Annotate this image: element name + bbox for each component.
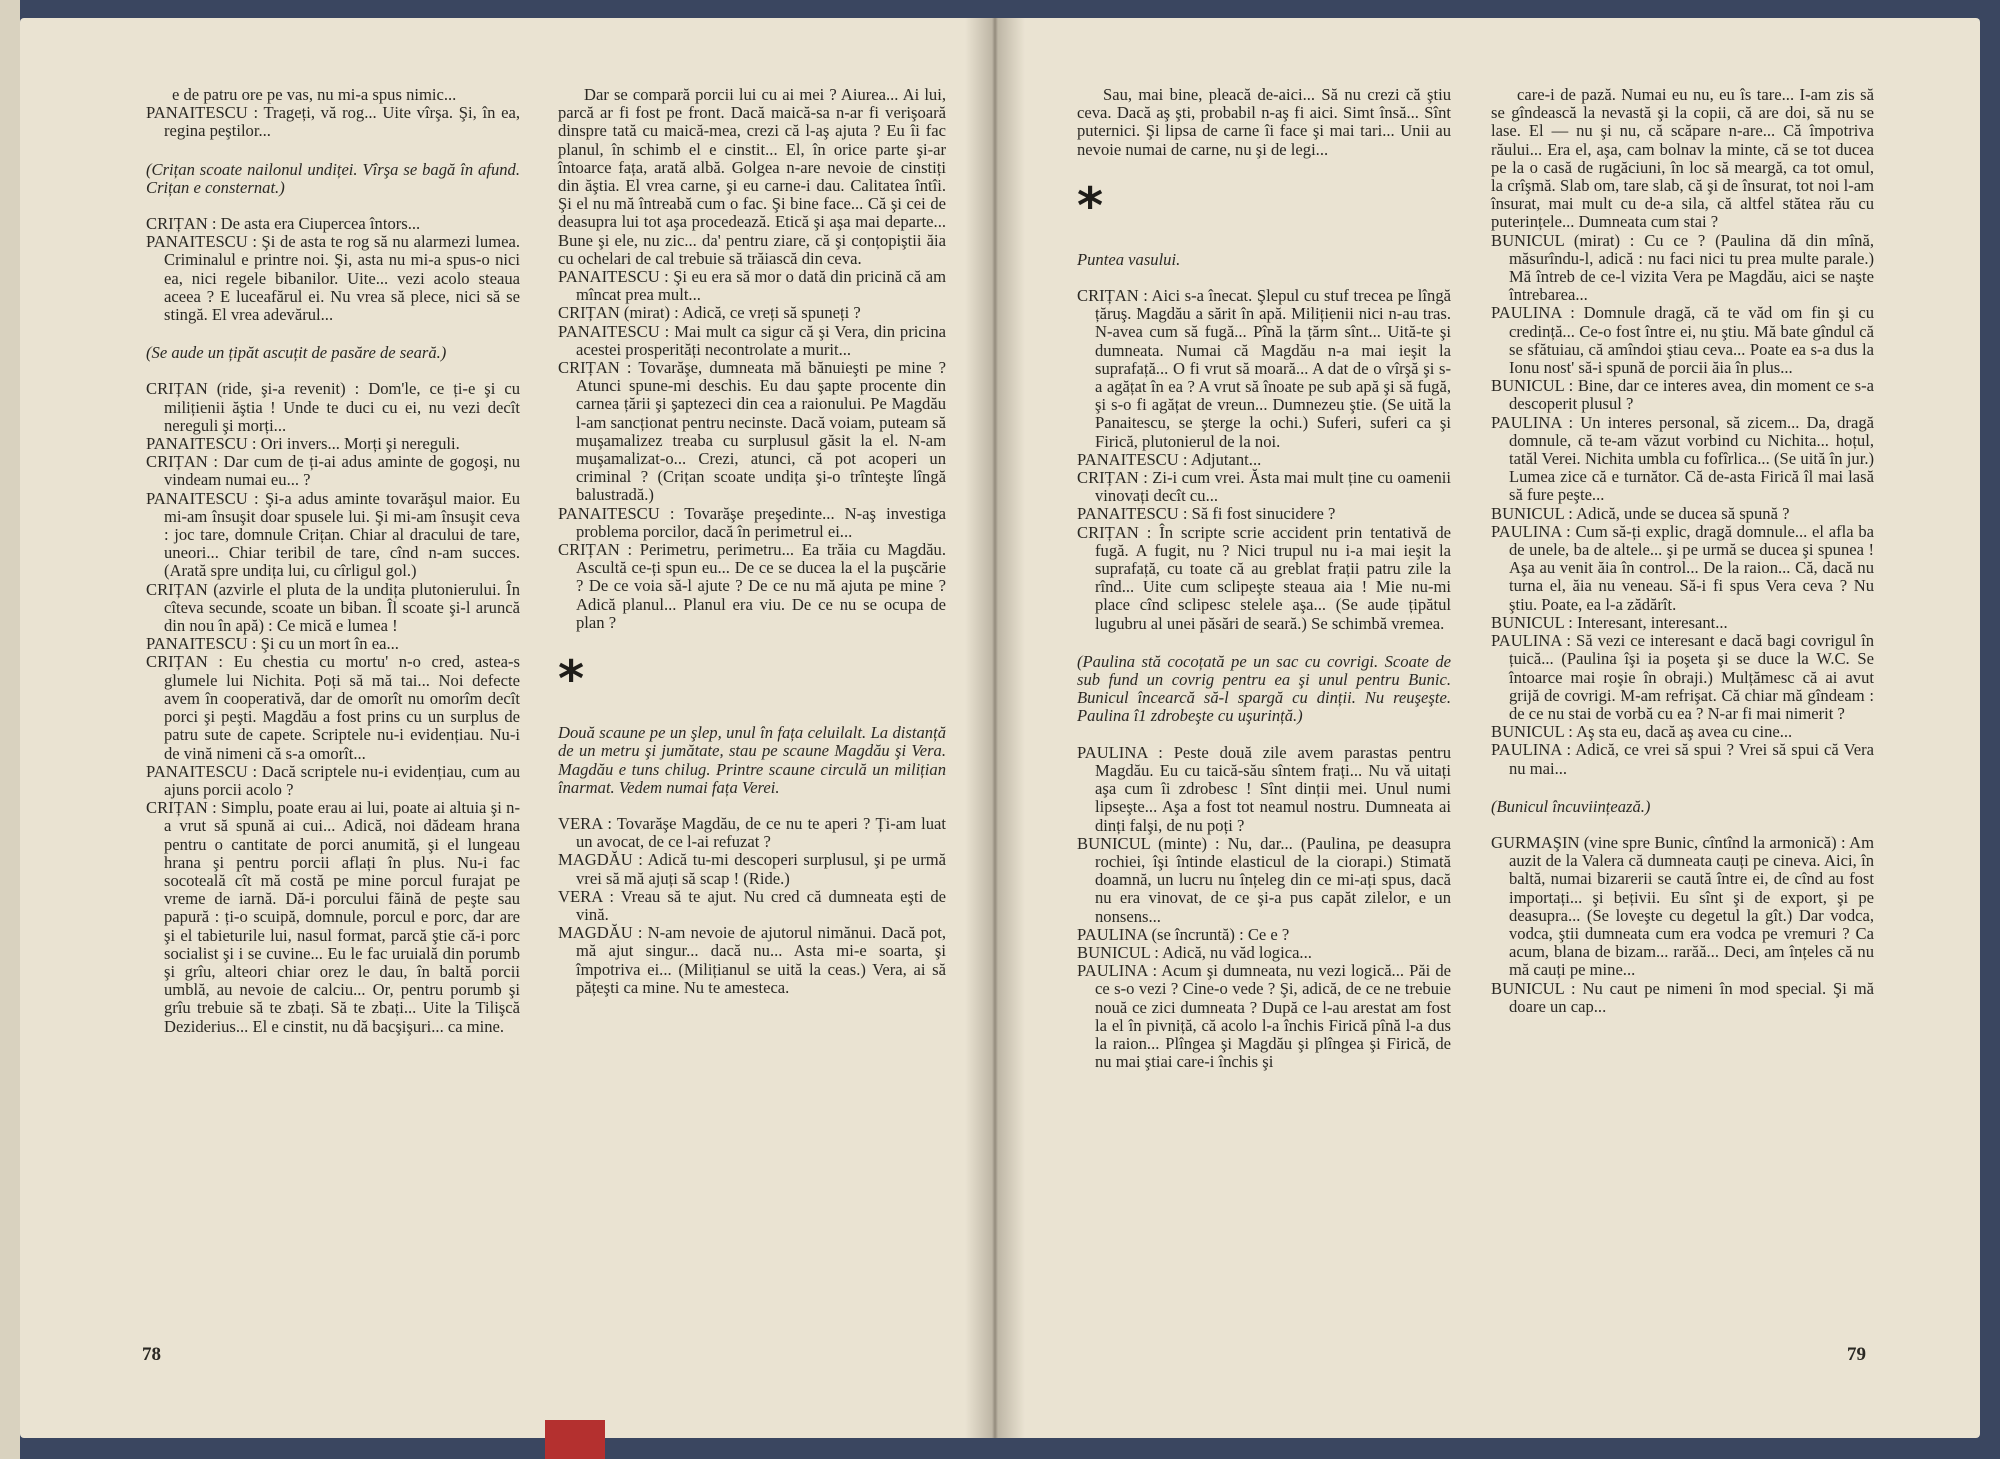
dialogue-line: PANAITESCU : Adjutant... <box>1077 449 1262 469</box>
dialogue-line: PANAITESCU : Şi eu era să mor o dată din pricină că am mîncat prea mult... <box>558 267 946 305</box>
dialogue-line: PANAITESCU : Şi de asta te rog să nu alarmezi lumea. Criminalul e printre noi. Şi, asta nu mi-a spus-o nici ea, nici regele bibanilor. Uite... vezi acolo steaua aceea ? E luceafărul ei. Nu vrea să plece, nici să se stingă. El vrea adevărul... <box>146 232 520 325</box>
stage-direction: (Se aude un țipăt ascuțit de pasăre de seară.) <box>146 343 447 363</box>
scene-break-asterisk: * <box>1077 176 1104 235</box>
dialogue-line: PAULINA : Să vezi ce interesant e dacă bagi covrigul în țuică... (Paulina îşi ia poşeta şi se duce la W.C. Se întoarce mai roşie în obraji.) Mulțămesc că ai avut grijă de covrigi. M-am refrişat. Că chiar mă gîndeam : de ce nu stai de vorbă cu ea ? N-ar fi mai nimerit ? <box>1491 631 1874 723</box>
dialogue-line: CRIȚAN (azvirle el pluta de la undița plutonierului. În cîteva secunde, scoate un biban. Îl scoate şi-l aruncă din nou în apă) : Ce mică e lumea ! <box>146 579 520 636</box>
dialogue-line: PAULINA : Peste două zile avem parastas pentru Magdău. Eu cu taică-său sîntem frați... Nu vă uitați aşa cum îi zdrobesc ! Sînt dinții mei. Unul numi lipseşte... Aşa a fost tot neamul nostru. Dumneata ai dinți falşi, de nu poți ? <box>1077 742 1451 835</box>
dialogue-line: PANAITESCU : Trageți, vă rog... Uite vîrşa. Şi, în ea, regina peştilor... <box>146 103 520 141</box>
dialogue-line: PAULINA : Un interes personal, să zicem... Da, dragă domnule, că te-am văzut vorbind cu Nichita... hoțul, tatăl Verei. Nichita umbla cu fofîrlica... (Se uită în jur.) Lumea zice că e turnător. Că de-asta Firică îl mai lasă să fure peşte... <box>1491 412 1874 505</box>
dialogue-line: BUNICUL : Nu caut pe nimeni în mod special. Şi mă doare un cap... <box>1491 978 1874 1016</box>
dialogue-line: PANAITESCU : Ori invers... Morți şi nereguli. <box>146 434 460 454</box>
stage-direction: (Crițan scoate nailonul undiței. Vîrşa se bagă în afund. Crițan e consternat.) <box>146 159 520 197</box>
dialogue-line: CRIȚAN : Simplu, poate erau ai lui, poate ai altuia şi n-a vrut să spună ai cui... Adică, noi dădeam hrana pentru o cantitate de porci anumită, şi el lungeau hrana şi pentru porcii aflați în plus. Nu-i fac socoteală cît mă costă pe mine porcul furajat pe vreme de iarnă. Dă-i porcului făină de peşte sau papură : ți-o scuipă, domnule, porcul e porc, dar are şi el tabieturile lui, nasul format, parcă ştie că-i porc socialist şi i se cuvine... Eu le fac uruială din porumb şi grîu, alteori chiar orez le dau, în baltă porcii umblă, au nevoie de calciu... Or, pentru porumb şi grîu trebuie să te zbați. Să te zbați... Uite la Tilişcă Deziderius... El e cinstit, nu dă bacşişuri... ca mine. <box>146 798 520 1036</box>
right-column-2 <box>1491 86 1874 1016</box>
dialogue-line: PANAITESCU : Mai mult ca sigur că şi Vera, din pricina acestei prosperități necontrolate a murit... <box>558 321 946 359</box>
dialogue-line: BUNICUL : Adică, nu văd logica... <box>1077 942 1312 962</box>
dialogue-line: VERA : Tovarăşe Magdău, de ce nu te aperi ? Ți-am luat un avocat, de ce l-ai refuzat ? <box>558 813 946 852</box>
dialogue-line: CRIȚAN (mirat) : Adică, ce vreți să spuneți ? <box>558 303 861 323</box>
dialogue-line: CRIȚAN : Eu chestia cu mortu' n-o cred, astea-s glumele lui Nichita. Poți să mă tai... Noi defecte avem în cooperativă, dar de omorît nu omorîm decît porci şi peşti. Magdău a fost prins cu un surplus de patru sute de capete. Scriptele nu-i evidențiau. Nu-i de vină nimeni că s-a omorît... <box>146 652 520 763</box>
dialogue-line: CRIȚAN : Perimetru, perimetru... Ea trăia cu Magdău. Ascultă ce-ți spun eu... De ce se ducea la el la puşcărie ? De ce voia să-l ajute ? De ce nu mă ajuta pe mine ? Adică planul... Planul era viu. De ce nu se ocupa de plan ? <box>558 540 946 632</box>
dialogue-line: BUNICUL : Bine, dar ce interes avea, din moment ce s-a descoperit plusul ? <box>1491 376 1874 414</box>
dialogue-line: CRIȚAN : De asta era Ciupercea întors... <box>146 214 421 234</box>
dialogue-line: PANAITESCU : Tovarăşe preşedinte... N-aş investiga problema porcilor, dacă în perimetrul ei... <box>558 503 946 541</box>
dialogue-line: CRIȚAN : Tovarăşe, dumneata mă bănuieşti pe mine ? Atunci spune-mi deschis. Eu dau şapte procente din carnea țării şi şaptezeci din cea a raionului. Pe Magdău l-am sancționat pentru necinste. Dacă voiam, puteam să muşamalizez treaba cu surplusul găsit la el. N-am muşamalizat-o... Crezi, atunci, că pot acoperi un criminal ? (Crițan scoate undița şi-o trînteşte lîngă balustradă.) <box>558 358 946 505</box>
dialogue-line: CRIȚAN (ride, şi-a revenit) : Dom'le, ce ți-e şi cu milițienii ăştia ! Unde te duci cu ei, nu vezi decît nereguli şi morți... <box>146 379 520 435</box>
right-page <box>995 18 1980 1438</box>
continued-text: e de patru ore pe vas, nu mi-a spus nimic... <box>172 85 457 104</box>
right-column-1 <box>1077 86 1451 1071</box>
dialogue-line: BUNICUL : Interesant, interesant... <box>1491 612 1728 632</box>
stage-direction: Două scaune pe un şlep, unul în fața celuilalt. La distanță de un metru şi jumătate, stau pe scaune Magdău şi Vera. Magdău e tuns chilug. Printre scaune circulă un milițian înarmat. Vedem numai fața Verei. <box>558 723 946 797</box>
dialogue-line: PANAITESCU : Dacă scriptele nu-i evidențiau, cum au ajuns porcii acolo ? <box>146 761 520 799</box>
dialogue-line: CRIȚAN : Aici s-a înecat. Şlepul cu stuf trecea pe lîngă țăruş. Magdău a sărit în apă. Milițienii nici n-au tras. N-avea cum să fugă... Pînă la țărm sînt... Uită-te şi dumneata. Numai că Magdău n-a mai ieşit la suprafață... O fi vrut să moară... A dat de o vîrşă şi s-a agățat în ea ? A vrut să înoate pe sub apă şi să fugă, şi s-o fi agățat de vreun... Dumnezeu ştie. (Se uită la Panaitescu, se şterge la ochi.) Suferi, suferi ca şi Firică, plutonierul de la noi. <box>1077 286 1451 451</box>
dialogue-line: BUNICUL (minte) : Nu, dar... (Paulina, pe deasupra rochiei, îşi întinde elasticul de la ciorapi.) Stimată doamnă, un lucru nu înțeleg din ce mi-ați spus, dacă nu era vinovat, de ce şi-a pus capăt zilelor, e un nonsens... <box>1077 833 1451 926</box>
dialogue-line: PANAITESCU : Să fi fost sinucidere ? <box>1077 504 1336 524</box>
bookmark-ribbon <box>545 1420 605 1459</box>
dialogue-line: MAGDĂU : Adică tu-mi descoperi surplusul, şi pe urmă vrei să mă ajuți să scap ! (Ride.) <box>558 850 946 888</box>
continued-text: Sau, mai bine, pleacă de-aici... Să nu crezi că ştiu ceva. Dacă aş şti, probabil n-aş fi aici. Simt însă... Sînt puternici. Şi lipsa de carne îi face şi mai tari... Unii au nevoie numai de carne, nu şi de legi... <box>1077 85 1451 159</box>
dialogue-line: BUNICUL : Aş sta eu, dacă aş avea cu cine... <box>1491 722 1793 742</box>
scene-break-asterisk: * <box>558 650 585 709</box>
stage-direction: Puntea vasului. <box>1077 249 1181 269</box>
dialogue-line: BUNICUL : Adică, unde se ducea să spună ? <box>1491 503 1790 523</box>
stage-direction: (Paulina stă cocoțată pe un sac cu covrigi. Scoate de sub fund un covrig pentru ea şi unul pentru Bunic. Bunicul încearcă să-l spargă cu dinții. Nu reuşeşte. Paulina î1 zdrobeşte cu uşurință.) <box>1077 651 1451 726</box>
dialogue-line: PAULINA : Domnule dragă, că te văd om fin şi cu credință... Ce-o fost între ei, nu ştiu. Mă bate gîndul că se sfătuiau, că amîndoi ştiau ceva... Poate ea s-a dus la Ionu nost' să-i spună de porcii ăia în plus... <box>1491 303 1874 378</box>
left-column-2 <box>558 86 946 997</box>
page-number-left: 78 <box>142 1344 161 1365</box>
left-column-1 <box>146 86 520 1036</box>
dialogue-line: PAULINA : Adică, ce vrei să spui ? Vrei să spui că Vera nu mai... <box>1491 740 1874 778</box>
dialogue-line: CRIȚAN : Dar cum de ți-ai adus aminte de gogoşi, nu vindeam numai eu... ? <box>146 452 520 490</box>
dialogue-line: GURMAŞIN (vine spre Bunic, cîntînd la armonică) : Am auzit de la Valera că dumneata cauți pe cineva. Aici, în baltă, numai bizarerii se caută între ei, de cînd au fost importați... şi bețivii. Eu sînt şi de export, şi pe deasupra... (Se loveşte cu degetul la gît.) Dar vodca, vodca, ştii dumneata cum era vodca pe vremuri ? Ca acum, blana de bizam... rarăă... Deci, am înțeles că nu mă cauți pe mine... <box>1491 832 1874 980</box>
stage-direction: (Bunicul încuviințează.) <box>1491 796 1651 816</box>
dialogue-line: BUNICUL (mirat) : Cu ce ? (Paulina dă din mînă, măsurîndu-l, adică : nu faci nici tu prea multe parale.) Mă întreb de ce-l vizita Vera pe Magdău, aici se naşte întrebarea... <box>1491 230 1874 305</box>
continued-text: care-i de pază. Numai eu nu, eu îs tare... I-am zis să se gîndească la nevastă şi la copii, că are doi, să nu se lase. El — nu şi nu, că scăpare n-are... Că împotriva răului... Era el, aşa, cam bolnav la minte, că se tot ducea pe la o casă de rugăciuni, în loc să meargă, ca tot omul, la crîşmă. Slab om, tare slab, că şi de însurat, tot noi l-am însurat, mai mult cu de-a sila, că altfel stătea rău cu puterințele... Dumneata cum stai ? <box>1491 85 1874 232</box>
page-number-right: 79 <box>1847 1344 1866 1365</box>
dialogue-line: PANAITESCU : Şi-a adus aminte tovarăşul maior. Eu mi-am însuşit doar spusele lui. Şi mi-am însuşit ceva : joc tare, domnule Crițan. Chiar al dracului de tare, uneori... Chiar teribil de tare, cînd n-am succes. (Arată spre undița lui, cu cîrligul gol.) <box>146 488 520 581</box>
continued-text: Dar se compară porcii lui cu ai mei ? Aiurea... Ai lui, parcă ar fi fost pe front. Dacă maică-sa n-ar fi verişoară dinspre tată cu maică-mea, crezi că l-aş ajuta ? Eu îi fac planul, în schimb el e cinstit... El, în orice parte şi-ar întoarce fața, arată albă. Golgea n-are nevoie de cinstiți din ăştia. El vrea carne, şi eu carne-i dau. Calitatea întîi. Şi el nu mă întreabă cum o fac. Şi bine face... Că şi cei de deasupra lui tot aşa procedează. Etică şi aşa mai departe... Bune şi ele, nu zic... da' pentru ziare, că şi conțopiştii ăia cu ochelari de cal trebuie să trăiască din ceva. <box>558 85 946 268</box>
dialogue-line: MAGDĂU : N-am nevoie de ajutorul nimănui. Dacă pot, mă ajut singur... dacă nu... Asta mi-e soarta, şi împotriva ei... (Milițianul se uită la ceas.) Vera, ai să pățeşti ca mine. Nu te amesteca. <box>558 923 946 997</box>
dialogue-line: CRIȚAN : Zi-i cum vrei. Ăsta mai mult ține cu oamenii vinovați decît cu... <box>1077 468 1451 506</box>
dialogue-line: PAULINA : Acum şi dumneata, nu vezi logică... Păi de ce s-o vezi ? Cine-o vede ? Şi, adică, de ce ne trebuie nouă ce zici dumneata ? După ce l-au arestat am fost la el în pivniță, că acolo l-a închis Firică pînă l-a dus la raion... Plîngea şi Magdău şi plîngea şi Firică, de nu mai ştiai care-i închis şi <box>1077 961 1451 1072</box>
dialogue-line: VERA : Vreau să te ajut. Nu cred că dumneata eşti de vină. <box>558 886 946 924</box>
dialogue-line: PANAITESCU : Şi cu un mort în ea... <box>146 634 399 654</box>
book-gutter <box>965 18 1025 1438</box>
dialogue-line: PAULINA : Cum să-ți explic, dragă domnule... el afla ba de unele, ba de altele... şi pe urmă se ducea şi spunea ! Aşa au venit ăia în control... De la raion... Că, dacă nu turna el, ăia nu veneau. Să-i fi spus Vera ceva ? Nu ştiu. Poate, ea l-a zădărît. <box>1491 521 1874 614</box>
left-page <box>20 18 995 1438</box>
dialogue-line: CRIȚAN : În scripte scrie accident prin tentativă de fugă. A fugit, nu ? Nici trupul nu i-a mai ieşit la suprafață, cu toate că au greblat frații patru zile la rînd... Uite cum sclipeşte steaua aia ! Mie nu-mi place cînd sclipesc stelele aşa... (Se aude țipătul lugubru al unei păsări de seară.) Se schimbă vremea. <box>1077 522 1451 633</box>
dialogue-line: PAULINA (se încruntă) : Ce e ? <box>1077 924 1290 944</box>
page-edges <box>0 0 20 1459</box>
